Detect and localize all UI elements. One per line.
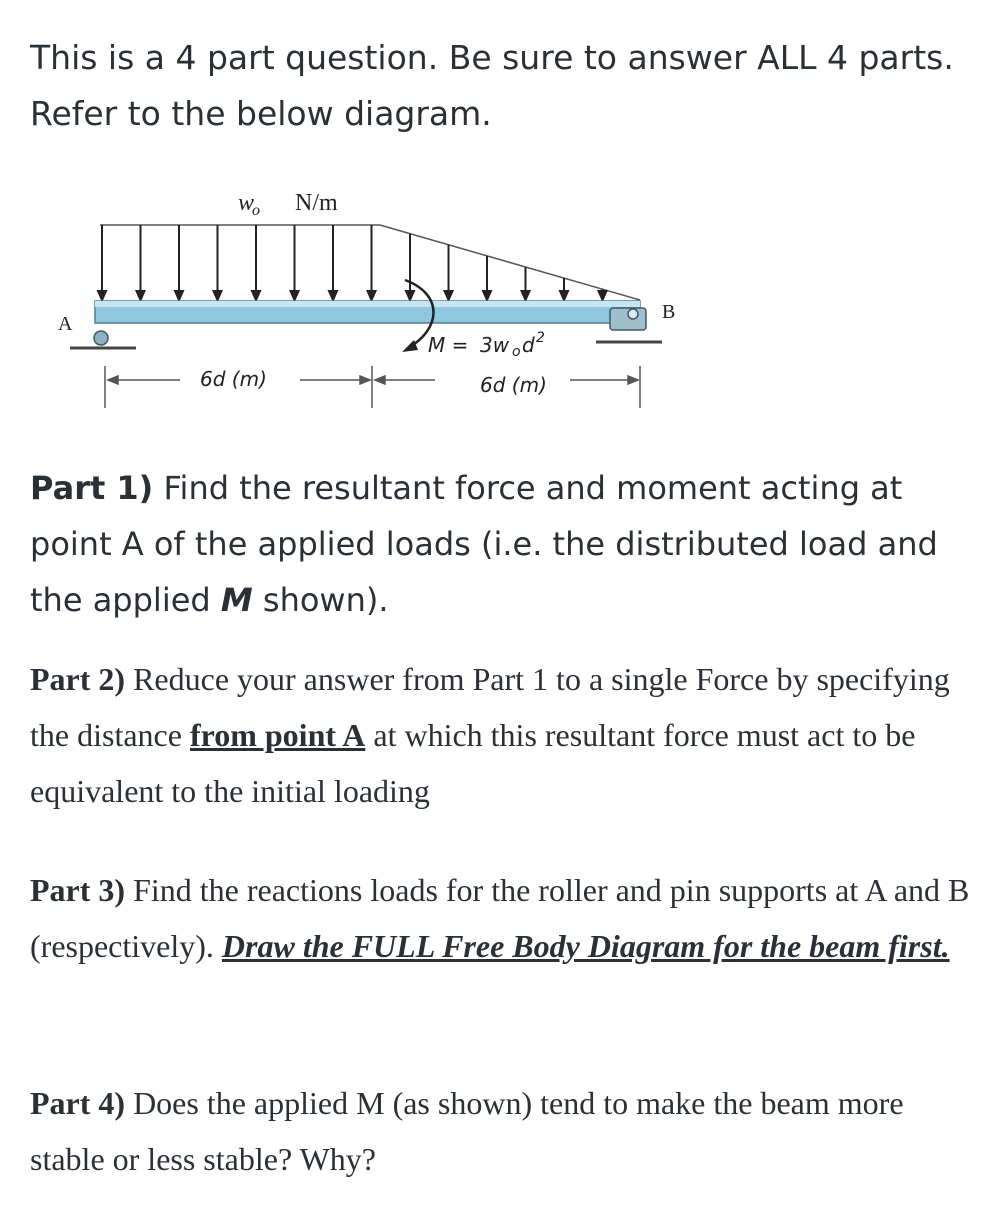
intro-line-1: This is a 4 part question. Be sure to answer ALL 4 parts.: [30, 38, 954, 77]
load-arrow-head: [98, 291, 106, 300]
beam-diagram: [50, 180, 690, 420]
load-arrow-head: [368, 291, 376, 300]
moment-eq-sub: o: [512, 344, 521, 360]
dim-right-label: 6d (m): [480, 373, 547, 397]
beam: [95, 301, 640, 323]
distributed-load: [98, 225, 640, 300]
part-2-label: Part 2): [30, 661, 126, 697]
part-2-emph: from point A: [189, 717, 366, 753]
part-3-text-a: Find the reactions loads for the roller and pin supports at A and B (respectively).: [30, 872, 970, 964]
load-arrow-head: [291, 291, 299, 300]
load-arrow-head: [483, 291, 491, 300]
dim-left-label: 6d (m): [200, 367, 267, 391]
point-b-label: B: [662, 301, 676, 323]
roller-support-a: [70, 331, 136, 348]
load-label-sub: o: [252, 202, 260, 219]
part-3-emph: Draw the FULL Free Body Diagram for the beam first.: [221, 928, 950, 964]
part-1-m: M: [220, 581, 253, 619]
load-arrow-head: [252, 291, 260, 300]
intro: [30, 30, 970, 142]
part-2: [30, 651, 970, 819]
moment-eq-prefix: M =: [428, 333, 469, 357]
part-4-label: Part 4): [30, 1085, 126, 1121]
load-arrow-head: [522, 291, 530, 300]
part-3: [30, 862, 970, 974]
part-4: [30, 1075, 970, 1187]
load-arrow-head: [599, 291, 607, 300]
load-arrow-head: [214, 291, 222, 300]
part-1-text-b: shown).: [252, 581, 389, 619]
moment-eq-sup: 2: [536, 330, 545, 346]
load-label-w: w: [238, 190, 255, 216]
part-4-text: Does the applied M (as shown) tend to make the beam more stable or less stable? Why?: [30, 1085, 904, 1177]
point-a-label: A: [58, 313, 73, 335]
part-1-text-a: Find the resultant force and moment acting at point A of the applied loads (i.e. the distributed load and the applied: [30, 469, 938, 619]
intro-line-2: Refer to the below diagram.: [30, 94, 492, 133]
moment-eq-num: 3w: [480, 333, 510, 357]
part-3-label: Part 3): [30, 872, 126, 908]
part-1-label: Part 1): [30, 469, 154, 507]
load-arrow-head: [406, 291, 414, 300]
part-1: [30, 460, 970, 628]
load-units: N/m: [295, 190, 338, 216]
moment-eq-d: d: [522, 333, 535, 357]
dimension-lines: [105, 366, 640, 408]
load-arrow-head: [329, 291, 337, 300]
load-arrow-head: [175, 291, 183, 300]
part-2-text-a: Reduce your answer from Part 1 to a single Force by specifying the distance: [30, 661, 950, 753]
load-arrow-head: [445, 291, 453, 300]
load-arrow-head: [137, 291, 145, 300]
load-arrow-head: [560, 291, 568, 300]
part-2-text-b: at which this resultant force must act to be equivalent to the initial loading: [30, 717, 916, 809]
